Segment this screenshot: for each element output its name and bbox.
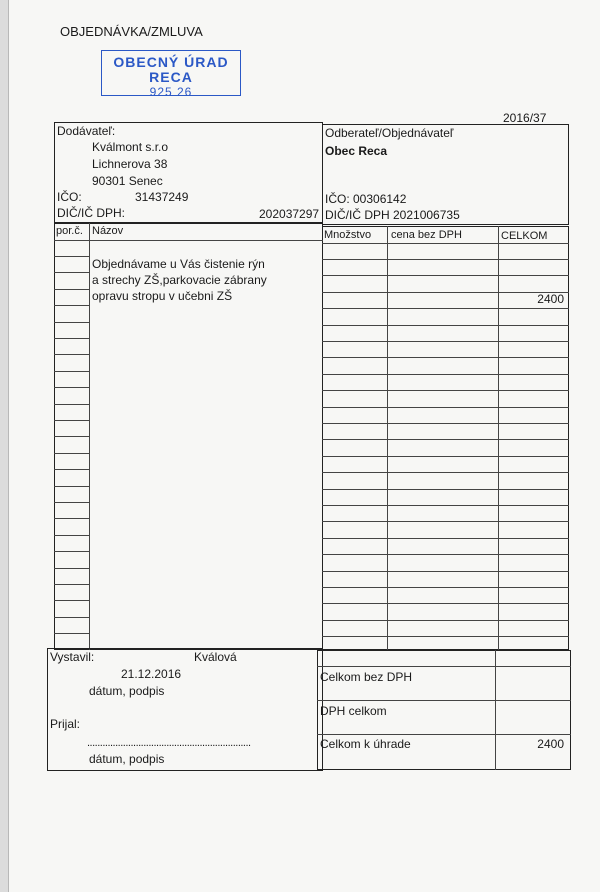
col-header-qty: Množstvo — [324, 229, 372, 241]
grid-line — [322, 390, 569, 391]
signature-dots: ................................................................ — [87, 737, 251, 749]
grid-line — [54, 305, 89, 306]
grid-line — [322, 505, 569, 506]
stamp-line-1: OBECNÝ ÚRAD — [113, 54, 229, 70]
grid-line — [322, 439, 569, 440]
grid-line — [322, 357, 569, 358]
grid-line — [322, 620, 569, 621]
grid-line — [54, 322, 89, 323]
grid-line — [54, 633, 89, 634]
grid-line — [322, 456, 569, 457]
customer-name: Obec Reca — [325, 144, 388, 158]
supplier-street: Lichnerova 38 — [92, 157, 168, 171]
grid-line — [322, 636, 569, 637]
issue-date: 21.12.2016 — [121, 667, 182, 681]
supplier-dic-label: DIČ/IČ DPH: — [57, 206, 126, 220]
stamp-line-3: 925 26 — [149, 85, 193, 99]
supplier-dic: 202037297 — [259, 207, 320, 221]
item-line-2: a strechy ZŠ,parkovacie zábrany — [92, 273, 267, 287]
grid-line — [54, 338, 89, 339]
grid-line — [322, 259, 569, 260]
document-number: 2016/37 — [503, 111, 547, 125]
form-title: OBJEDNÁVKA/ZMLUVA — [60, 24, 203, 39]
vat-total-label: DPH celkom — [320, 704, 387, 718]
sum-no-vat-label: Celkom bez DPH — [320, 670, 413, 684]
grid-line — [54, 371, 89, 372]
grid-line — [89, 223, 90, 650]
grid-line — [54, 354, 89, 355]
grid-line — [54, 486, 89, 487]
col-header-name: Názov — [92, 225, 124, 237]
to-pay-amount: 2400 — [537, 737, 564, 751]
grid-line — [54, 272, 89, 273]
grid-line — [322, 554, 569, 555]
supplier-ico-label: IČO: — [57, 190, 82, 204]
grid-line — [322, 308, 569, 309]
grid-line — [54, 256, 89, 257]
grid-line — [54, 584, 89, 585]
date-sign-label-1: dátum, podpis — [89, 684, 165, 698]
grid-line — [322, 275, 569, 276]
date-sign-label-2: dátum, podpis — [89, 752, 165, 766]
grid-line — [322, 407, 569, 408]
grid-line — [322, 587, 569, 588]
grid-line — [54, 518, 89, 519]
grid-line — [54, 240, 323, 241]
customer-dic: DIČ/IČ DPH 2021006735 — [325, 208, 460, 222]
supplier-city: 90301 Senec — [92, 174, 163, 188]
col-header-no: por.č. — [56, 225, 83, 237]
grid-line — [322, 423, 569, 424]
item-line-3: opravu stropu v učebni ZŠ — [92, 289, 233, 303]
grid-line — [54, 617, 89, 618]
col-header-total: CELKOM — [501, 230, 548, 242]
grid-line — [322, 472, 569, 473]
grid-line — [322, 603, 569, 604]
grid-line — [54, 453, 89, 454]
grid-line — [54, 568, 89, 569]
grid-line — [322, 538, 569, 539]
supplier-ico: 31437249 — [135, 190, 189, 204]
grid-line — [54, 420, 89, 421]
grid-line — [54, 551, 89, 552]
grid-line — [322, 341, 569, 342]
grid-line — [54, 387, 89, 388]
grid-line — [54, 469, 89, 470]
grid-line — [322, 374, 569, 375]
grid-line — [54, 436, 89, 437]
grid-line — [322, 571, 569, 572]
order-form-page — [8, 0, 600, 892]
grid-line — [322, 243, 569, 244]
grid-line — [54, 600, 89, 601]
items-left-box — [54, 223, 323, 650]
item-line-1: Objednávame u Vás čistenie rýn — [92, 257, 265, 271]
issued-by: Kválová — [194, 650, 237, 664]
issued-label: Vystavil: — [50, 650, 95, 664]
to-pay-label: Celkom k úhrade — [320, 737, 411, 751]
customer-label: Odberateľ/Objednávateľ — [325, 126, 454, 140]
grid-line — [54, 289, 89, 290]
grid-line — [322, 489, 569, 490]
grid-line — [54, 502, 89, 503]
office-stamp — [101, 50, 241, 99]
customer-ico: IČO: 00306142 — [325, 192, 407, 206]
grid-line — [54, 404, 89, 405]
item-total: 2400 — [537, 292, 564, 306]
grid-line — [322, 325, 569, 326]
col-header-price: cena bez DPH — [391, 229, 462, 241]
received-label: Prijal: — [50, 717, 81, 731]
supplier-label: Dodávateľ: — [57, 124, 116, 138]
supplier-name: Kválmont s.r.o — [92, 140, 169, 154]
grid-line — [54, 535, 89, 536]
grid-line — [322, 521, 569, 522]
stamp-line-2: RECA — [149, 69, 193, 85]
